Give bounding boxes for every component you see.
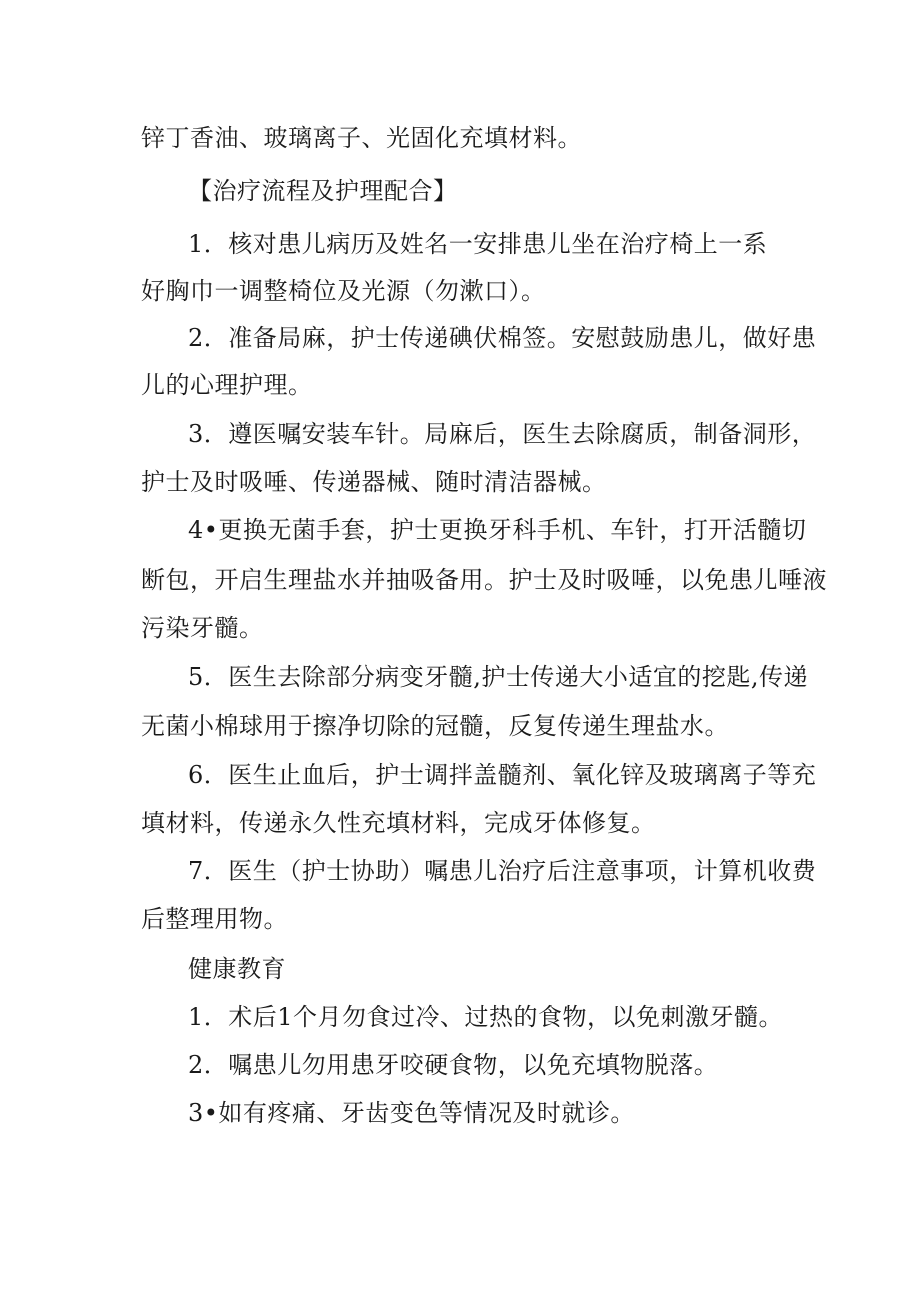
- step-3-line-2: 护士及时吸唾、传递器械、随时清洁器械。: [141, 468, 607, 496]
- step-4-line-1: 4•更换无菌手套，护士更换牙科手机、车针，打开活髓切: [188, 516, 807, 544]
- step-2-line-1: 2．准备局麻，护士传递碘伏棉签。安慰鼓励患儿，做好患: [188, 324, 817, 352]
- step-6-line-2: 填材料，传递永久性充填材料，完成牙体修复。: [141, 809, 656, 837]
- step-6-line-1: 6．医生止血后，护士调拌盖髓剂、氧化锌及玻璃离子等充: [188, 761, 817, 789]
- step-7-line-1: 7．医生（护士协助）嘱患儿治疗后注意事项，计算机收费: [188, 857, 817, 885]
- step-1-line-2: 好胸巾一调整椅位及光源（勿漱口）。: [141, 277, 546, 305]
- step-7-line-2: 后整理用物。: [141, 905, 288, 933]
- section-heading: 【治疗流程及护理配合】: [188, 177, 458, 205]
- step-4-line-2: 断包，开启生理盐水并抽吸备用。护士及时吸唾，以免患儿唾液: [141, 566, 827, 594]
- step-4-line-3: 污染牙髓。: [141, 614, 264, 642]
- step-3-line-1: 3．遵医嘱安装车针。局麻后，医生去除腐质，制备洞形，: [188, 420, 817, 448]
- step-2-line-2: 儿的心理护理。: [141, 371, 313, 399]
- health-heading: 健康教育: [188, 955, 286, 983]
- intro-tail-line: 锌丁香油、玻璃离子、光固化充填材料。: [141, 124, 582, 152]
- health-item-1: 1．术后1个月勿食过冷、过热的食物，以免刺激牙髓。: [188, 1003, 784, 1031]
- health-item-3: 3•如有疼痛、牙齿变色等情况及时就诊。: [188, 1099, 635, 1127]
- step-5-line-1: 5．医生去除部分病变牙髓,护士传递大小适宜的挖匙,传递: [188, 663, 809, 691]
- step-5-line-2: 无菌小棉球用于擦净切除的冠髓，反复传递生理盐水。: [141, 712, 729, 740]
- health-item-2: 2．嘱患儿勿用患牙咬硬食物，以免充填物脱落。: [188, 1051, 719, 1079]
- step-1-line-1: 1．核对患儿病历及姓名一安排患儿坐在治疗椅上一系: [188, 230, 768, 258]
